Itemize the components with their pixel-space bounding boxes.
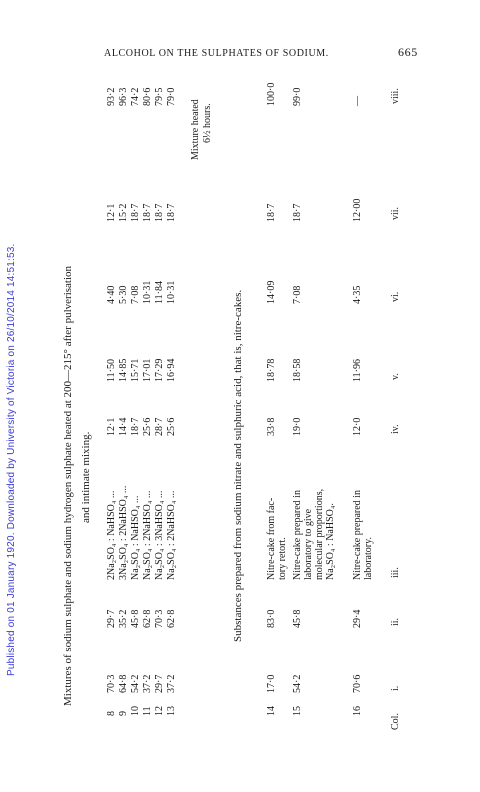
table-cell-n: 13 xyxy=(166,706,177,716)
table-cell-d: 12·0 xyxy=(352,417,363,436)
table-cell-g: 18·7 xyxy=(266,203,277,222)
table-cell-d: 25·6 xyxy=(142,417,153,436)
column-label: iv. xyxy=(390,424,401,434)
table-cell-a: 37·2 xyxy=(142,674,153,693)
table-cell-compound: Na₂SO₄ : 2NaHSO₄ ... xyxy=(142,490,153,580)
table-cell-d: 25·6 xyxy=(166,417,177,436)
column-label: vi. xyxy=(390,291,401,302)
table-cell-n: 10 xyxy=(130,706,141,716)
column-label: iii. xyxy=(390,567,401,578)
table-cell-b: 35·2 xyxy=(118,609,129,628)
table-cell-e: 18·58 xyxy=(292,358,303,382)
table-cell-f: 7·08 xyxy=(130,285,141,304)
compound-line: Na₂SO₄ : NaHSO₄. xyxy=(325,503,336,580)
row13-note-line1: Mixture heated xyxy=(190,99,201,160)
table-cell-e: 16·94 xyxy=(166,358,177,382)
table-cell-compound xyxy=(266,498,288,580)
table-cell-f: 10·31 xyxy=(142,280,153,304)
table-cell-n: 11 xyxy=(142,706,153,716)
table-cell-h: 93·2 xyxy=(106,87,117,106)
row13-note-line2: 6½ hours. xyxy=(202,103,213,143)
table-cell-f: 5·30 xyxy=(118,285,129,304)
compound-line: Nitre-cake prepared in xyxy=(352,490,363,580)
table-cell-b: 70·3 xyxy=(154,609,165,628)
section2-heading: Substances prepared from sodium nitrate and sulphuric acid, that is, nitre-cakes. xyxy=(232,289,244,642)
table-cell-a: 29·7 xyxy=(154,674,165,693)
table-cell-a: 70·3 xyxy=(106,674,117,693)
table-cell-compound: 2Na₂SO₄ : NaHSO₄ ... xyxy=(106,490,117,580)
running-header-title: ALCOHOL ON THE SULPHATES OF SODIUM. xyxy=(104,48,329,59)
table-cell-g: 18·7 xyxy=(292,203,303,222)
table-cell-n: 14 xyxy=(266,706,277,716)
table-cell-e: 18·78 xyxy=(266,358,277,382)
table-cell-e: 15·71 xyxy=(130,358,141,382)
table-cell-g: 18·7 xyxy=(130,203,141,222)
table-cell-g: 12·00 xyxy=(352,198,363,222)
publication-margin-note: Published on 01 January 1920. Downloaded by University of Victoria on 26/10/2014 14:51:53. xyxy=(6,243,17,676)
table-cell-e: 11·50 xyxy=(106,359,117,382)
compound-line: molecular proportions, xyxy=(314,488,325,580)
table-cell-g: 18·7 xyxy=(142,203,153,222)
table-cell-compound: Na₂SO₄ : NaHSO₄ ... xyxy=(130,495,141,580)
table-cell-a: 70·6 xyxy=(352,674,363,693)
table-cell-g: 15·2 xyxy=(118,203,129,222)
table-cell-b: 29·7 xyxy=(106,609,117,628)
table-cell-d: 18·7 xyxy=(130,417,141,436)
table-cell-b: 45·8 xyxy=(130,609,141,628)
table-cell-b: 83·0 xyxy=(266,609,277,628)
column-label: i. xyxy=(390,685,401,691)
compound-line: Nitre-cake prepared in xyxy=(292,490,303,580)
table-cell-n: 15 xyxy=(292,706,303,716)
table-cell-d: 33·8 xyxy=(266,417,277,436)
table-cell-h: 79·5 xyxy=(154,87,165,106)
table-cell-compound: Na₂SO₄ : 3NaHSO₄ ... xyxy=(154,490,165,580)
table-cell-d: 14·4 xyxy=(118,417,129,436)
column-label-title: Col. xyxy=(390,713,401,730)
table-cell-h: 100·0 xyxy=(266,82,277,106)
table-cell-compound xyxy=(292,489,336,580)
table-cell-h: — xyxy=(352,96,363,106)
table-cell-h: 74·2 xyxy=(130,87,141,106)
table-cell-n: 16 xyxy=(352,706,363,716)
table-cell-e: 17·01 xyxy=(142,358,153,382)
table-cell-f: 7·08 xyxy=(292,285,303,304)
table-cell-f: 14·09 xyxy=(266,280,277,304)
table-cell-b: 62·8 xyxy=(166,609,177,628)
table-cell-d: 19·0 xyxy=(292,417,303,436)
table-cell-f: 4·40 xyxy=(106,285,117,304)
table-cell-a: 54·2 xyxy=(292,674,303,693)
table-cell-b: 29·4 xyxy=(352,609,363,628)
page-number: 665 xyxy=(398,45,418,59)
compound-line: laboratory to give xyxy=(303,508,314,580)
table-cell-d: 12·1 xyxy=(106,417,117,436)
table-cell-g: 18·7 xyxy=(154,203,165,222)
table-cell-b: 45·8 xyxy=(292,609,303,628)
table-cell-compound: Na₂SO₄ : 2NaHSO₄ ... xyxy=(166,490,177,580)
table-cell-f: 4·35 xyxy=(352,285,363,304)
table-cell-n: 12 xyxy=(154,706,165,716)
table-cell-g: 12·1 xyxy=(106,203,117,222)
table-cell-g: 18·7 xyxy=(166,203,177,222)
table-cell-n: 9 xyxy=(118,711,129,716)
table-cell-h: 80·6 xyxy=(142,87,153,106)
column-label: viii. xyxy=(390,88,401,104)
table-cell-h: 79·0 xyxy=(166,87,177,106)
table-cell-a: 54·2 xyxy=(130,674,141,693)
table-cell-a: 64·8 xyxy=(118,674,129,693)
table-cell-compound xyxy=(352,490,374,580)
compound-line: tory retort. xyxy=(277,537,288,580)
section1-heading-line1: Mixtures of sodium sulphate and sodium hydrogen sulphate heated at 200—215° after pulverisation xyxy=(62,265,74,706)
table-cell-compound: 3Na₂SO₄ : 2NaHSO₄ ... xyxy=(118,485,129,580)
table-cell-a: 17·0 xyxy=(266,674,277,693)
column-label: v. xyxy=(390,373,401,380)
table-cell-f: 10·31 xyxy=(166,280,177,304)
table-cell-f: 11·84 xyxy=(154,281,165,304)
table-cell-d: 28·7 xyxy=(154,417,165,436)
section1-heading-line2: and intimate mixing. xyxy=(80,431,92,523)
compound-line: laboratory. xyxy=(363,537,374,580)
table-cell-e: 17·29 xyxy=(154,358,165,382)
table-cell-h: 99·0 xyxy=(292,87,303,106)
table-cell-b: 62·8 xyxy=(142,609,153,628)
table-cell-n: 8 xyxy=(106,711,117,716)
column-label: ii. xyxy=(390,617,401,626)
table-cell-e: 14·85 xyxy=(118,358,129,382)
table-cell-e: 11·96 xyxy=(352,359,363,382)
compound-line: Nitre-cake from fac- xyxy=(266,497,277,580)
column-label: vii. xyxy=(390,206,401,220)
table-cell-a: 37·2 xyxy=(166,674,177,693)
table-cell-h: 96·3 xyxy=(118,87,129,106)
